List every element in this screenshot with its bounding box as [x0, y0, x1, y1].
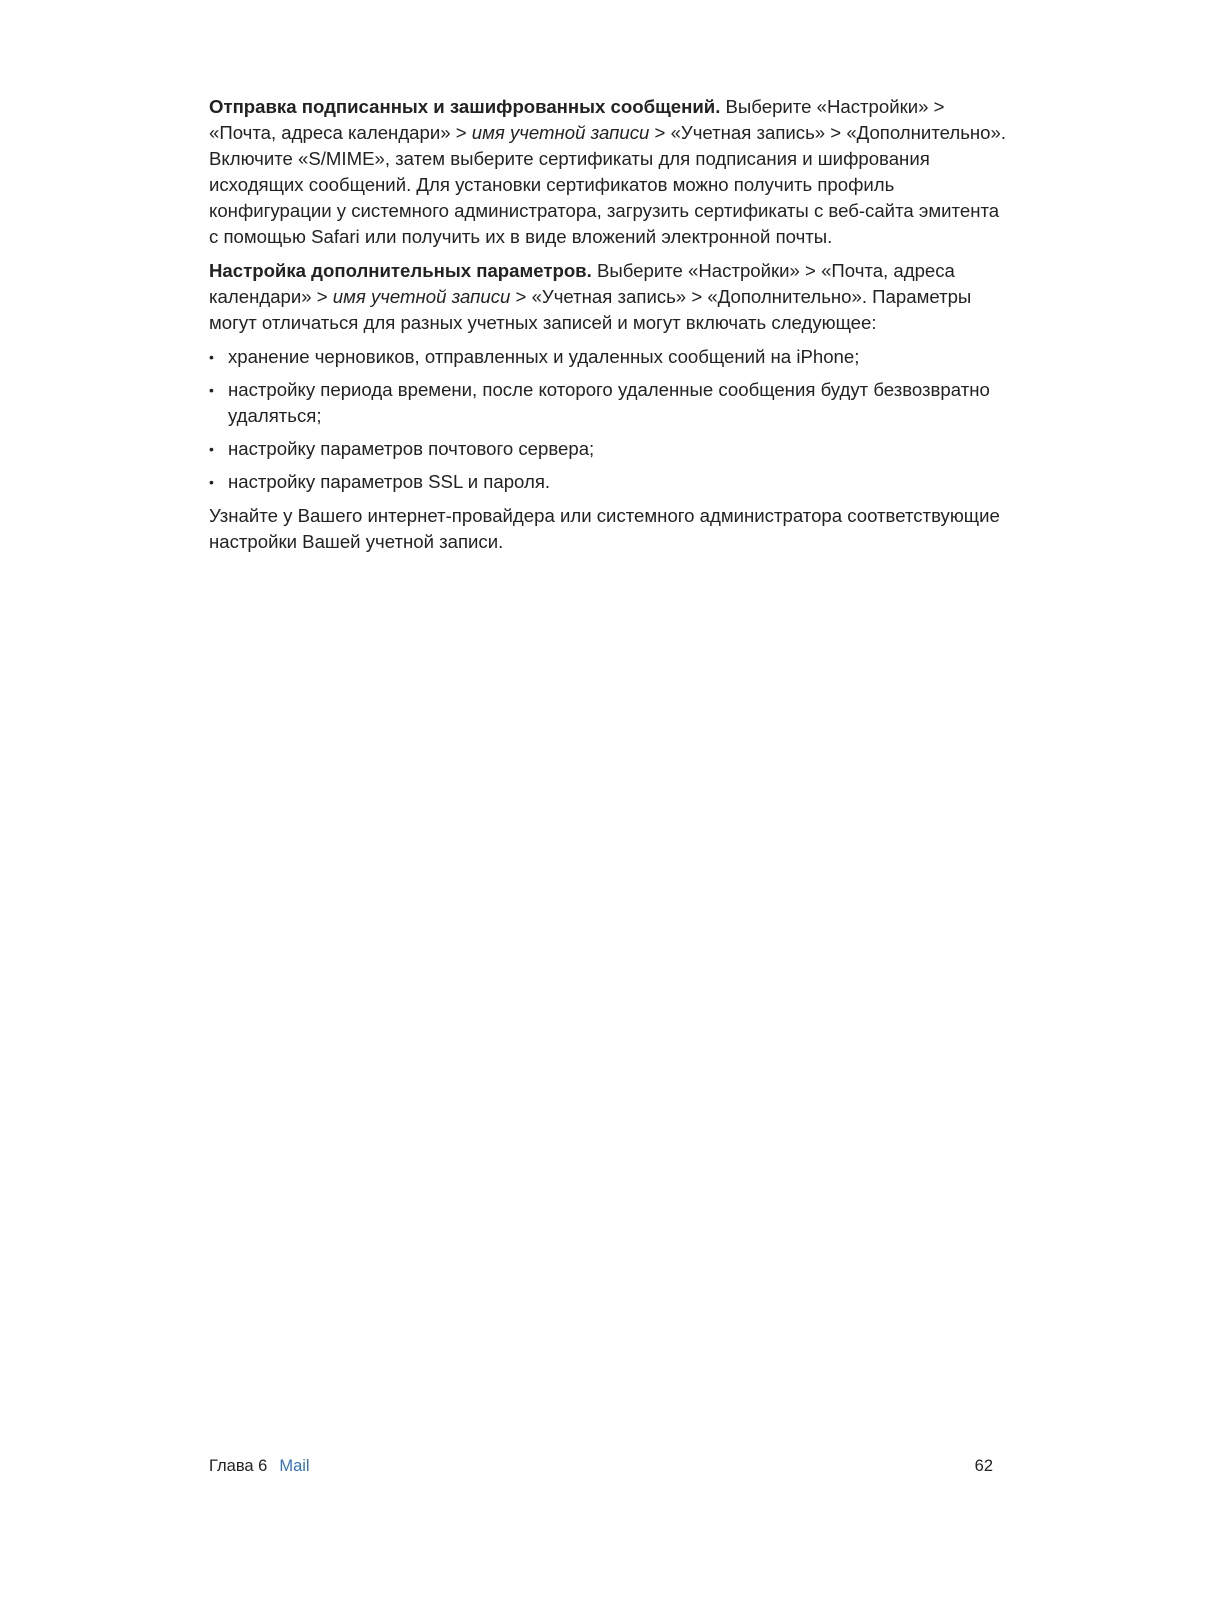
paragraph-lead-advanced-settings: Настройка дополнительных параметров.: [209, 260, 592, 281]
paragraph-text: Выберите «Настройки» > «Почта, адреса календари» >: [209, 260, 955, 307]
list-item-text: настройку параметров SSL и пароля.: [228, 471, 551, 492]
settings-bullet-list: [209, 344, 1009, 495]
list-item-text: настройку параметров почтового сервера;: [228, 438, 595, 459]
paragraph-contact-provider: Узнайте у Вашего интернет-провайдера или системного администратора соответствующие настройки Вашей учетной записи.: [209, 505, 1000, 552]
chapter-reference: [209, 1455, 310, 1477]
list-item: [209, 344, 1009, 370]
list-item: [209, 377, 1009, 429]
bullet-icon: •: [209, 474, 214, 490]
paragraph-text: > «Учетная запись» > «Дополнительно». Включите «S/MIME», затем выберите сертификаты для подписания и шифрования исходящих сообщений. Для установки сертификатов можно получить профиль конфигурации у системного администратора, загрузить сертификаты с веб-сайта эмитента с помощью Safari или получить их в виде вложений электронной почты.: [209, 122, 1006, 247]
bullet-icon: •: [209, 382, 214, 398]
paragraph-text: Выберите «Настройки» > «Почта, адреса календари» >: [209, 96, 945, 143]
account-name-placeholder: имя учетной записи: [471, 122, 650, 143]
list-item: [209, 436, 1009, 462]
paragraph-text: > «Учетная запись» > «Дополнительно». Параметры могут отличаться для разных учетных записей и могут включать следующее:: [209, 286, 972, 333]
chapter-label: Глава 6: [209, 1457, 268, 1475]
list-item-text: хранение черновиков, отправленных и удаленных сообщений на iPhone;: [228, 346, 860, 367]
list-item-text: настройку периода времени, после которого удаленные сообщения будут безвозвратно удаляться;: [228, 379, 990, 426]
page-content: [209, 94, 1009, 563]
list-item: [209, 469, 1009, 495]
account-name-placeholder: имя учетной записи: [332, 286, 511, 307]
chapter-title-link[interactable]: Mail: [279, 1457, 310, 1475]
paragraph-advanced-settings: [209, 258, 1009, 336]
paragraph-lead-signed-encrypted: Отправка подписанных и зашифрованных сообщений.: [209, 96, 721, 117]
bullet-icon: •: [209, 349, 214, 365]
bullet-icon: •: [209, 441, 214, 457]
paragraph-signed-encrypted: [209, 94, 1009, 250]
page-number: 62: [974, 1457, 993, 1475]
